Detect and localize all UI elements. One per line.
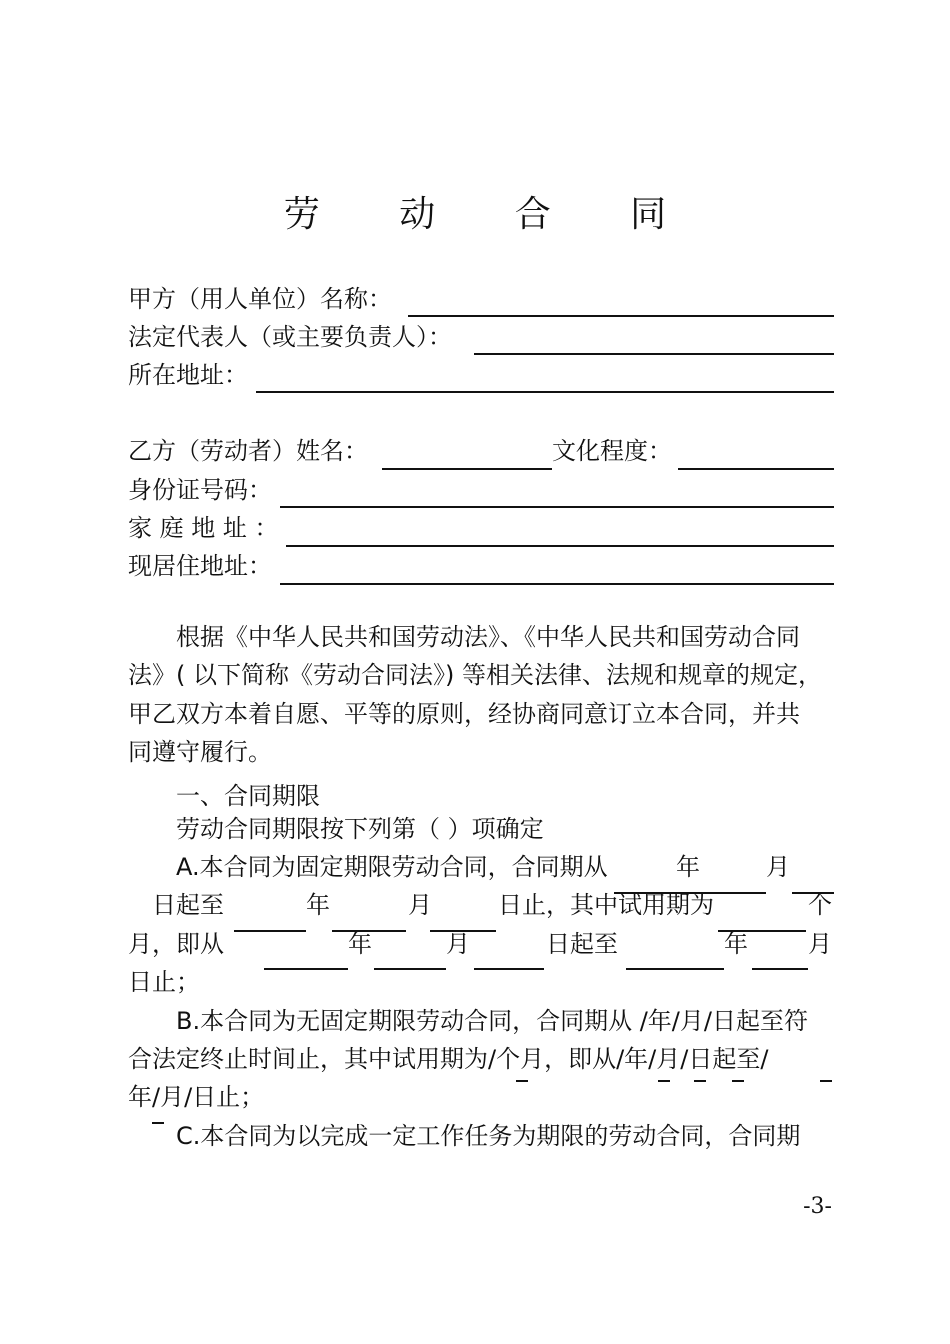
slash-blank: [516, 1080, 528, 1082]
section-heading: 一、合同期限: [176, 782, 320, 810]
party-b-id-field[interactable]: [280, 506, 834, 508]
option-a-year-4: 年: [724, 930, 748, 958]
slash-blank: [820, 1080, 832, 1082]
slash-blank: [658, 1080, 670, 1082]
option-a-day-start: 日起至: [152, 891, 224, 919]
intro-line-2: 法》( 以下简称《劳动合同法》) 等相关法律、法规和规章的规定，: [128, 661, 822, 689]
party-b-id-label: 身份证号码：: [128, 476, 272, 504]
party-a-name-label: 甲方（用人单位）名称：: [128, 285, 392, 313]
party-b-home-field[interactable]: [286, 545, 834, 547]
page-number: -3-: [803, 1194, 832, 1219]
party-a-rep-label: 法定代表人（或主要负责人）：: [128, 323, 452, 351]
date-blank[interactable]: [234, 930, 306, 932]
party-a-address-label: 所在地址：: [128, 361, 248, 389]
party-b-name-label: 乙方（劳动者）姓名：: [128, 437, 368, 465]
date-blank[interactable]: [752, 968, 808, 970]
intro-line-1: 根据《中华人民共和国劳动法》、《中华人民共和国劳动合同: [176, 623, 800, 651]
option-a-day-end: 日止，其中试用期为: [498, 891, 714, 919]
option-a-month-4: 月: [808, 930, 832, 958]
party-a-address-field[interactable]: [256, 391, 834, 393]
date-blank[interactable]: [718, 930, 806, 932]
slash-blank: [694, 1080, 706, 1082]
term-instruction: 劳动合同期限按下列第（ ）项确定: [176, 815, 544, 843]
party-b-home-label: 家 庭 地 址 ：: [128, 514, 279, 542]
party-b-current-field[interactable]: [280, 583, 834, 585]
probation-blank-end[interactable]: [792, 892, 834, 894]
option-a-ge: 个: [808, 891, 832, 919]
intro-line-3: 甲乙双方本着自愿、平等的原则，经协商同意订立本合同，并共: [128, 700, 800, 728]
option-a-day-start-2: 日起至: [546, 930, 618, 958]
date-blank[interactable]: [264, 968, 348, 970]
party-b-name-field[interactable]: [382, 468, 552, 470]
slash-blank: [152, 1122, 164, 1124]
option-a-month-3: 月: [446, 930, 470, 958]
option-a-year-3: 年: [348, 930, 372, 958]
party-b-education-field[interactable]: [678, 468, 834, 470]
option-a-day-end-2: 日止；: [128, 968, 200, 996]
date-blank[interactable]: [332, 930, 406, 932]
option-a-year-2: 年: [306, 891, 330, 919]
option-b-line-3: 年/月/日止；: [128, 1083, 265, 1111]
date-blank[interactable]: [626, 968, 724, 970]
slash-blank: [732, 1080, 744, 1082]
option-b-line-2: 合法定终止时间止，其中试用期为/个月，即从/年/月/日起至/: [128, 1045, 769, 1073]
party-b-education-label: 文化程度：: [552, 437, 672, 465]
probation-blank[interactable]: [614, 892, 766, 894]
party-b-current-label: 现居住地址：: [128, 552, 272, 580]
option-a-month-2: 月: [408, 891, 432, 919]
option-a-text: A.本合同为固定期限劳动合同，合同期从: [176, 853, 608, 881]
date-blank[interactable]: [474, 968, 544, 970]
document-title: 劳 动 合 同: [283, 194, 701, 235]
date-blank[interactable]: [374, 968, 446, 970]
intro-line-4: 同遵守履行。: [128, 738, 272, 766]
party-a-rep-field[interactable]: [474, 353, 834, 355]
option-b-line-1: B.本合同为无固定期限劳动合同，合同期从 /年/月/日起至符: [176, 1007, 808, 1035]
option-a-month-1: 月: [766, 853, 790, 881]
option-c-line-1: C.本合同为以完成一定工作任务为期限的劳动合同，合同期: [176, 1122, 801, 1150]
option-a-year-1: 年: [676, 853, 700, 881]
party-a-name-field[interactable]: [408, 315, 834, 317]
option-a-yue: 月，即从: [128, 930, 224, 958]
date-blank[interactable]: [430, 930, 496, 932]
